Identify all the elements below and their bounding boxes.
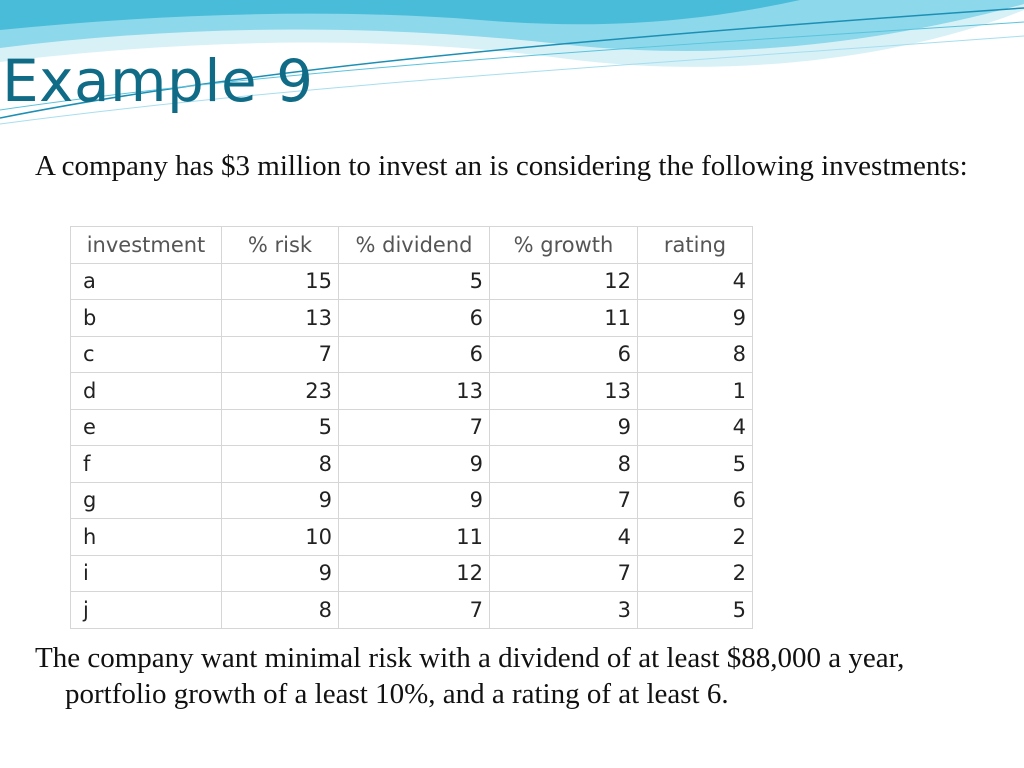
investments-table <box>70 226 753 629</box>
table-row <box>71 519 753 556</box>
value-cell: 23 <box>222 373 339 410</box>
value-cell: 7 <box>490 482 638 519</box>
investment-name-cell: h <box>71 519 222 556</box>
table-row <box>71 373 753 410</box>
column-header-growth: % growth <box>490 227 638 264</box>
table-body <box>71 263 753 628</box>
table-row <box>71 482 753 519</box>
table-row <box>71 555 753 592</box>
value-cell: 15 <box>222 263 339 300</box>
investment-name-cell: d <box>71 373 222 410</box>
table-row <box>71 336 753 373</box>
value-cell: 11 <box>490 300 638 337</box>
value-cell: 6 <box>339 336 490 373</box>
value-cell: 1 <box>638 373 753 410</box>
value-cell: 4 <box>638 263 753 300</box>
value-cell: 7 <box>490 555 638 592</box>
value-cell: 13 <box>222 300 339 337</box>
value-cell: 2 <box>638 555 753 592</box>
value-cell: 7 <box>339 592 490 629</box>
closing-paragraph: The company want minimal risk with a dividend of at least $88,000 a year, portfolio growth of a least 10%, and a rating of at least 6. <box>35 642 905 710</box>
value-cell: 3 <box>490 592 638 629</box>
investment-name-cell: f <box>71 446 222 483</box>
value-cell: 8 <box>222 446 339 483</box>
investment-name-cell: a <box>71 263 222 300</box>
investment-name-cell: j <box>71 592 222 629</box>
value-cell: 12 <box>339 555 490 592</box>
value-cell: 5 <box>638 592 753 629</box>
investment-name-cell: c <box>71 336 222 373</box>
value-cell: 5 <box>638 446 753 483</box>
table-row <box>71 263 753 300</box>
table-header-row <box>71 227 753 264</box>
investment-name-cell: e <box>71 409 222 446</box>
value-cell: 9 <box>339 482 490 519</box>
value-cell: 12 <box>490 263 638 300</box>
investment-name-cell: b <box>71 300 222 337</box>
table-row <box>71 409 753 446</box>
value-cell: 9 <box>490 409 638 446</box>
value-cell: 9 <box>638 300 753 337</box>
value-cell: 13 <box>339 373 490 410</box>
value-cell: 6 <box>490 336 638 373</box>
value-cell: 4 <box>638 409 753 446</box>
table-row <box>71 592 753 629</box>
value-cell: 9 <box>222 482 339 519</box>
column-header-rating: rating <box>638 227 753 264</box>
value-cell: 7 <box>339 409 490 446</box>
intro-paragraph: A company has $3 million to invest an is considering the following investments: <box>35 150 968 182</box>
value-cell: 10 <box>222 519 339 556</box>
investment-name-cell: g <box>71 482 222 519</box>
table-row <box>71 446 753 483</box>
column-header-risk: % risk <box>222 227 339 264</box>
value-cell: 9 <box>339 446 490 483</box>
column-header-investment: investment <box>71 227 222 264</box>
column-header-dividend: % dividend <box>339 227 490 264</box>
value-cell: 7 <box>222 336 339 373</box>
value-cell: 8 <box>490 446 638 483</box>
value-cell: 11 <box>339 519 490 556</box>
value-cell: 4 <box>490 519 638 556</box>
value-cell: 2 <box>638 519 753 556</box>
value-cell: 8 <box>638 336 753 373</box>
table-row <box>71 300 753 337</box>
value-cell: 8 <box>222 592 339 629</box>
value-cell: 13 <box>490 373 638 410</box>
value-cell: 6 <box>339 300 490 337</box>
value-cell: 9 <box>222 555 339 592</box>
slide-title: Example 9 <box>2 47 314 115</box>
investment-name-cell: i <box>71 555 222 592</box>
value-cell: 5 <box>222 409 339 446</box>
value-cell: 5 <box>339 263 490 300</box>
value-cell: 6 <box>638 482 753 519</box>
